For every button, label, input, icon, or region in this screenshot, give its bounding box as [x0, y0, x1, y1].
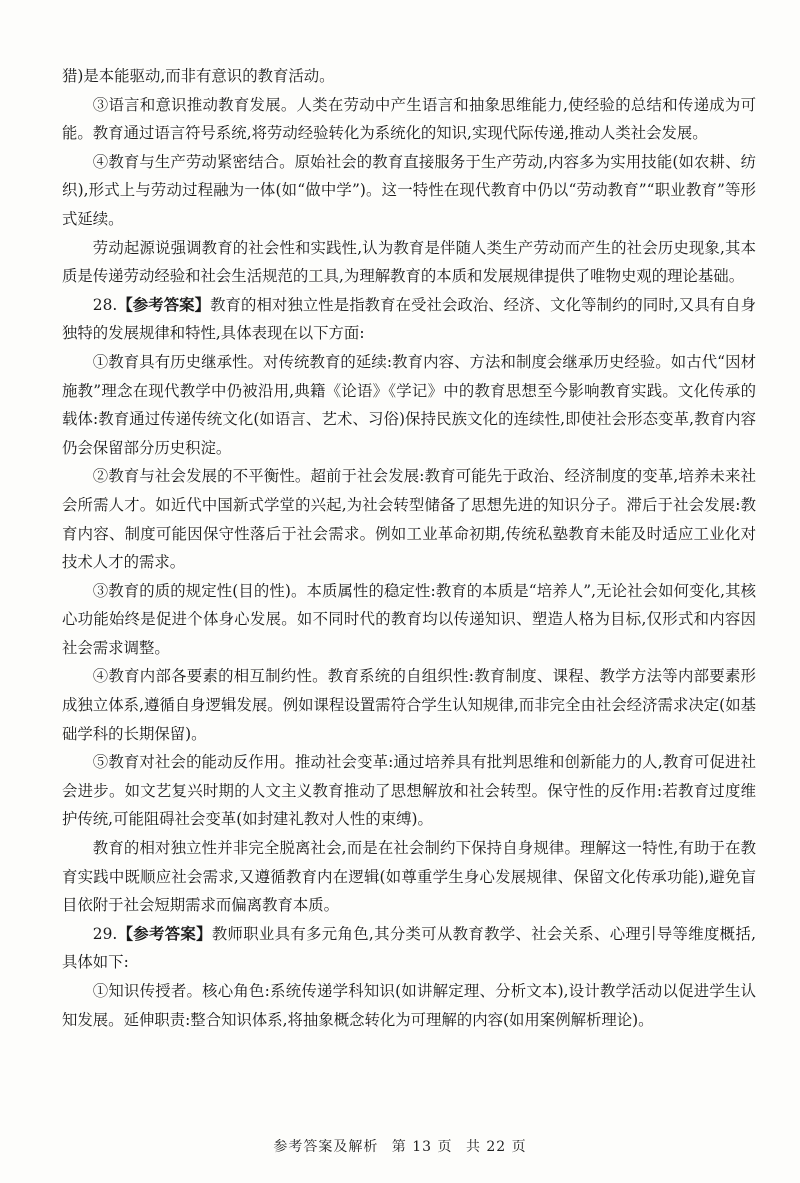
paragraph-imbalance: ②教育与社会发展的不平衡性。超前于社会发展:教育可能先于政治、经济制度的变革,培养未来社会所需人才。如近代中国新式学堂的兴起,为社会转型储备了思想先进的知识分子。滞后于社会发展:教育内容、制度可能因保守性落后于社会需求。例如工业革命初期,传统私塾教育未能及时适应工业化对技术人才的需求。 — [62, 467, 756, 572]
paragraph-internal-constraint: ④教育内部各要素的相互制约性。教育系统的自组织性:教育制度、课程、教学方法等内部要素形成独立体系,遵循自身逻辑发展。例如课程设置需符合学生认知规律,而非完全由社会经济需求决定(如基础学科的长期保留)。 — [62, 667, 756, 743]
paragraph-independence-summary: 教育的相对独立性并非完全脱离社会,而是在社会制约下保持自身规律。理解这一特性,有助于在教育实践中既顺应社会需求,又遵循教育内在逻辑(如尊重学生身心发展规律、保留文化传承功能),避免盲目依附于社会短期需求而偏离教育本质。 — [62, 839, 756, 915]
footer-title: 参考答案及解析 — [273, 1139, 379, 1155]
page-footer — [0, 1136, 800, 1156]
paragraph-knowledge-transmitter: ①知识传授者。核心角色:系统传递学科知识(如讲解定理、分析文本),设计教学活动以促进学生认知发展。延伸职责:整合知识体系,将抽象概念转化为可理解的内容(如用案例解析理论)。 — [62, 982, 756, 1029]
answer-28-intro — [62, 291, 756, 348]
footer-total-pages: 共 22 页 — [465, 1139, 527, 1155]
answer-29-tag: 【参考答案】 — [117, 924, 212, 943]
paragraph-continuation: 猎)是本能驱动,而非有意识的教育活动。 — [62, 67, 335, 85]
answer-28-tag: 【参考答案】 — [117, 295, 211, 314]
paragraph-qualitative-nature: ③教育的质的规定性(目的性)。本质属性的稳定性:教育的本质是“培养人”,无论社会如何变化,其核心功能始终是促进个体身心发展。如不同时代的教育均以传递知识、塑造人格为目标,仅形式和内容因社会需求调整。 — [62, 581, 756, 657]
paragraph-historical-inheritance: ①教育具有历史继承性。对传统教育的延续:教育内容、方法和制度会继承历史经验。如古代“因材施教”理念在现代教学中仍被沿用,典籍《论语》《学记》中的教育思想至今影响教育实践。文化传承的载体:教育通过传递传统文化(如语言、艺术、习俗)保持民族文化的连续性,即使社会形态变革,教育内容仍会保留部分历史积淀。 — [62, 352, 756, 457]
footer-page-number: 第 13 页 — [391, 1139, 453, 1155]
paragraph-labor-origin-summary: 劳动起源说强调教育的社会性和实践性,认为教育是伴随人类生产劳动而产生的社会历史现象,其本质是传递劳动经验和社会生活规范的工具,为理解教育的本质和发展规律提供了唯物史观的理论基础。 — [62, 238, 756, 286]
paragraph-education-labor: ④教育与生产劳动紧密结合。原始社会的教育直接服务于生产劳动,内容多为实用技能(如农耕、纺织),形式上与劳动过程融为一体(如“做中学”)。这一特性在现代教育中仍以“劳动教育”“职业教育”等形式延续。 — [62, 152, 756, 228]
answer-28-number: 28. — [92, 295, 118, 314]
answer-29-intro — [62, 920, 756, 977]
answer-28-text: 教育的相对独立性是指教育在受社会政治、经济、文化等制约的同时,又具有自身独特的发展规律和特性,具体表现在以下方面: — [62, 295, 756, 343]
answer-29-text: 教师职业具有多元角色,其分类可从教育教学、社会关系、心理引导等维度概括,具体如下: — [62, 924, 756, 972]
paragraph-reaction: ⑤教育对社会的能动反作用。推动社会变革:通过培养具有批判思维和创新能力的人,教育可促进社会进步。如文艺复兴时期的人文主义教育推动了思想解放和社会转型。保守性的反作用:若教育过度维护传统,可能阻碍社会变革(如封建礼教对人性的束缚)。 — [62, 753, 756, 829]
paragraph-language-consciousness: ③语言和意识推动教育发展。人类在劳动中产生语言和抽象思维能力,使经验的总结和传递成为可能。教育通过语言符号系统,将劳动经验转化为系统化的知识,实现代际传递,推动人类社会发展。 — [62, 95, 756, 143]
answer-29-number: 29. — [92, 924, 118, 943]
